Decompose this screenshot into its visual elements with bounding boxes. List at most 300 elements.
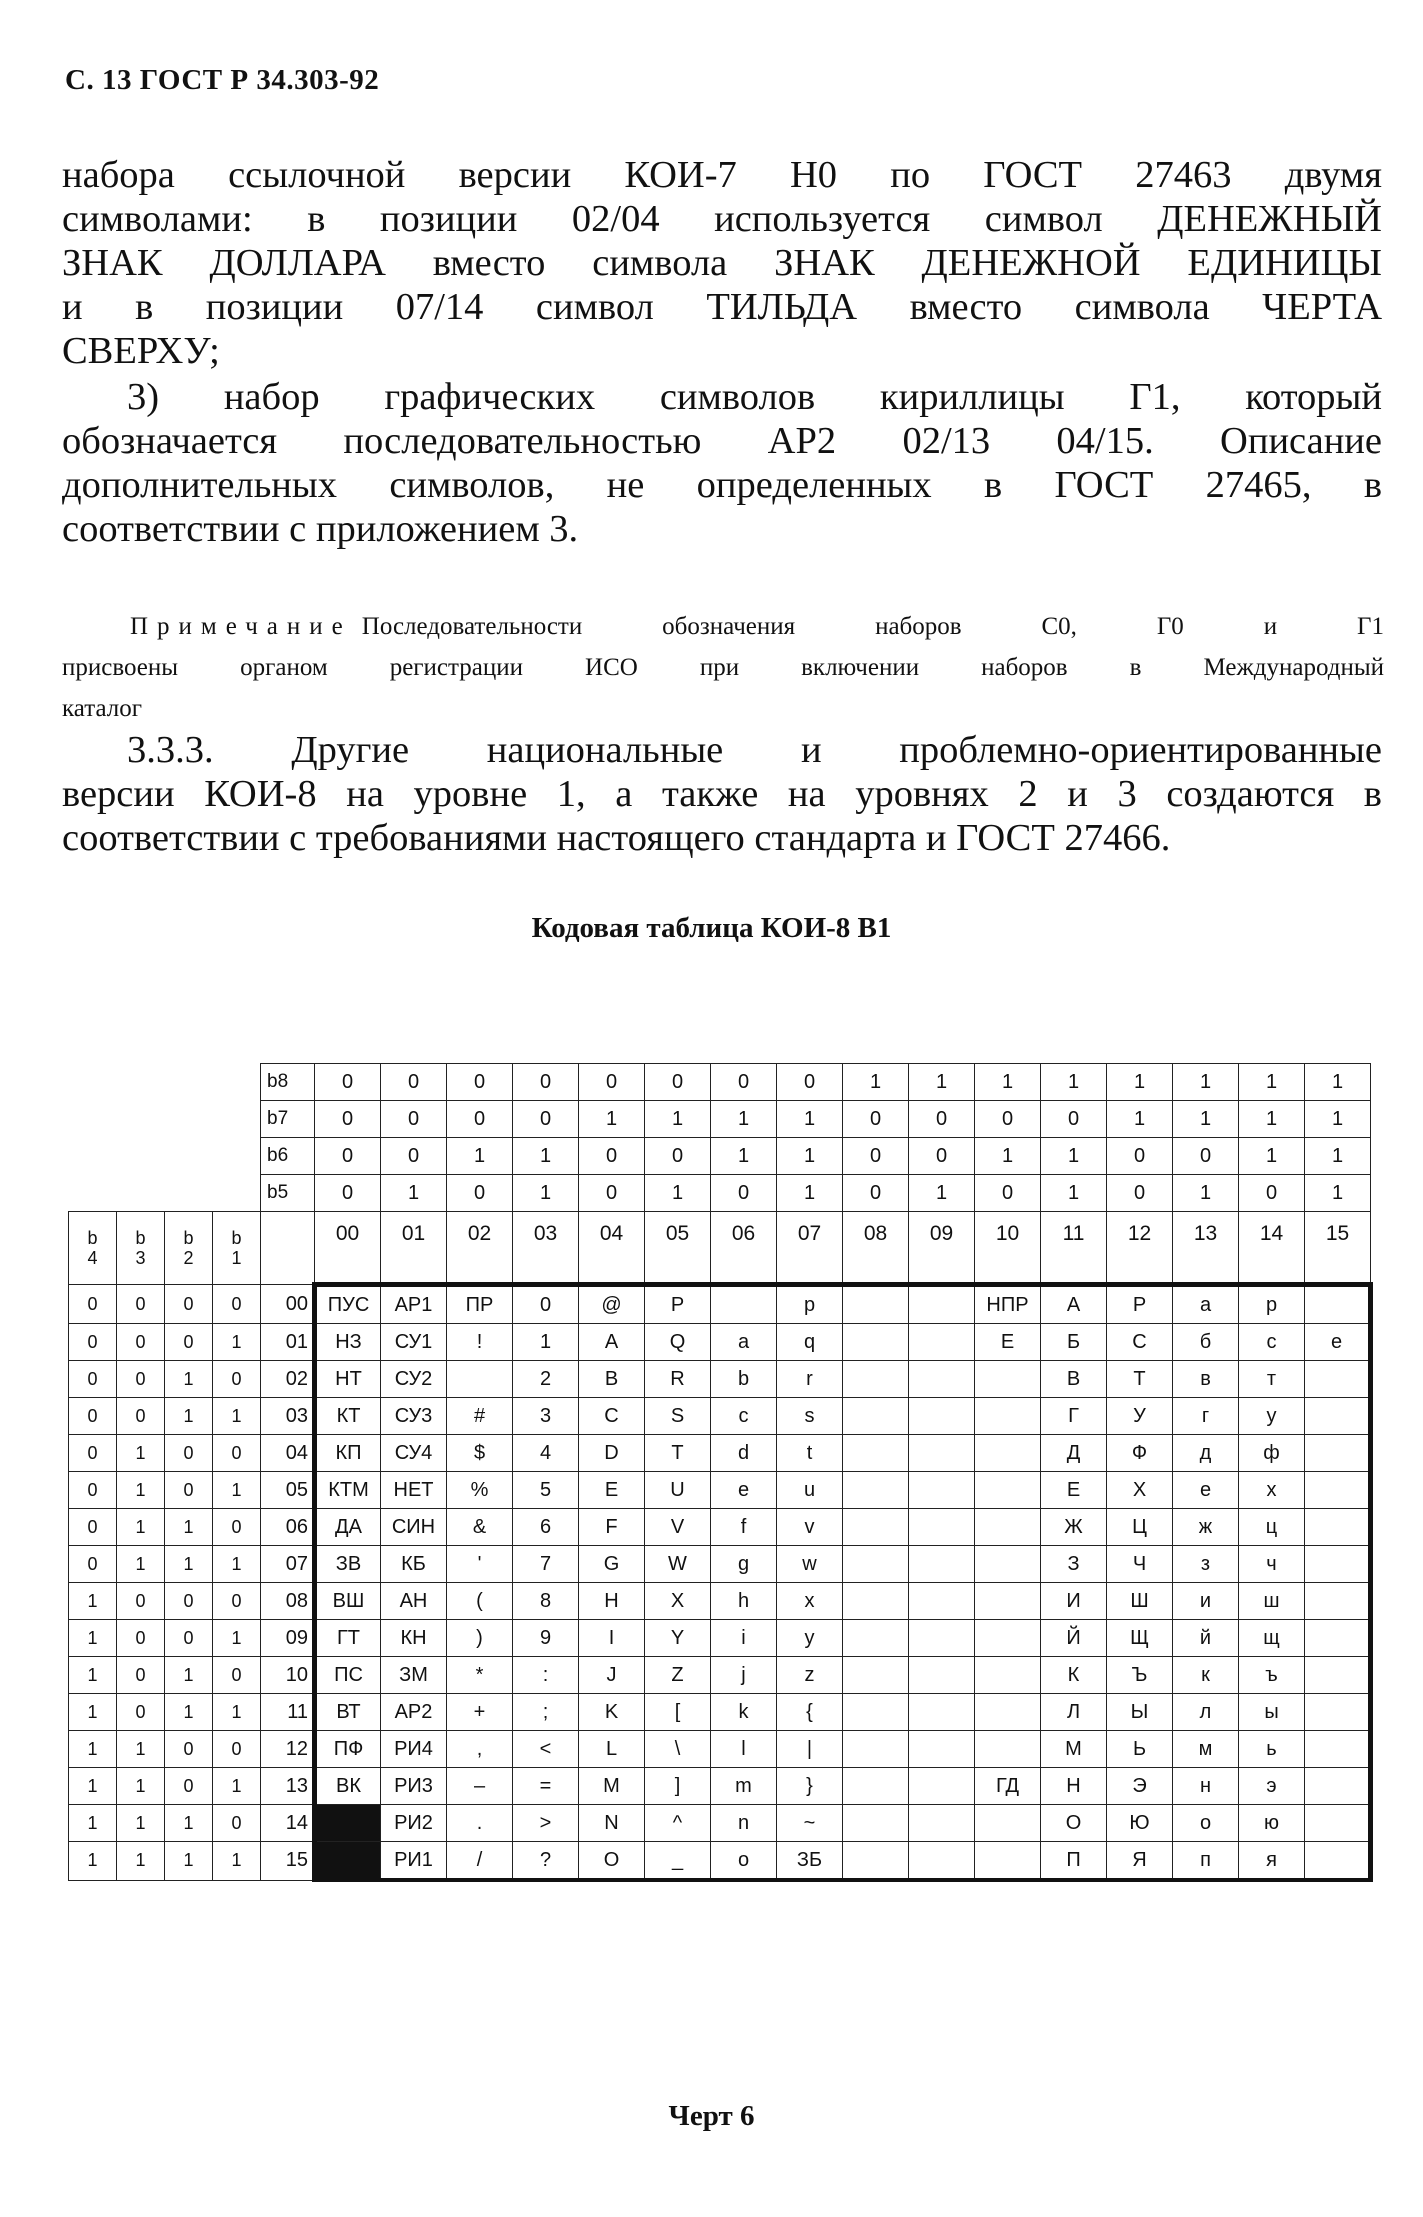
code-cell: o [711,1842,777,1881]
code-cell: Б [1041,1324,1107,1361]
code-cell: ГД [975,1768,1041,1805]
paragraph-1 [62,153,1382,373]
code-cell: R [645,1361,711,1398]
code-cell: Я [1107,1842,1173,1881]
code-cell: O [579,1842,645,1881]
code-cell: Ю [1107,1805,1173,1842]
bit-value: 0 [909,1138,975,1175]
row-bit: 1 [213,1620,261,1657]
row-bit: 1 [165,1657,213,1694]
row-bit: 0 [165,1324,213,1361]
code-cell: h [711,1583,777,1620]
code-cell: y [777,1620,843,1657]
table-row [69,1694,1371,1731]
table-row [69,1324,1371,1361]
bit-value: 1 [711,1101,777,1138]
table-row [69,1285,1371,1324]
code-cell: L [579,1731,645,1768]
bit-value: 1 [1239,1101,1305,1138]
row-bit: 1 [165,1805,213,1842]
code-cell: V [645,1509,711,1546]
code-cell: B [579,1361,645,1398]
code-cell: W [645,1546,711,1583]
row-bit: 1 [213,1324,261,1361]
bit-value: 0 [315,1138,381,1175]
row-bit: 0 [69,1324,117,1361]
code-cell: ъ [1239,1657,1305,1694]
code-cell: E [579,1472,645,1509]
note [62,606,1384,729]
row-bit: 1 [69,1657,117,1694]
column-number: 14 [1239,1212,1305,1285]
note-line: присвоены органом регистрации ИСО при включении наборов в Международный [62,654,1384,681]
code-cell: b [711,1361,777,1398]
code-cell [843,1694,909,1731]
bit-value: 0 [843,1175,909,1212]
bit-value: 0 [513,1101,579,1138]
code-cell: н [1173,1768,1239,1805]
bit-value: 1 [777,1101,843,1138]
code-cell: r [777,1361,843,1398]
code-cell: ПФ [315,1731,381,1768]
code-cell [909,1285,975,1324]
code-cell: СУ1 [381,1324,447,1361]
row-number: 03 [261,1398,315,1435]
code-cell: т [1239,1361,1305,1398]
code-cell: НПР [975,1285,1041,1324]
text-line: 3.3.3. Другие национальные и проблемно-ориентированные [127,729,1382,771]
code-cell: д [1173,1435,1239,1472]
blank-cell [69,1101,261,1138]
row-bit: 1 [117,1731,165,1768]
row-bit: 1 [213,1768,261,1805]
code-cell: < [513,1731,579,1768]
code-table [68,1063,1373,1882]
code-cell [909,1324,975,1361]
row-bit: 0 [165,1583,213,1620]
code-cell [1305,1768,1371,1805]
row-bit: 0 [69,1472,117,1509]
table-caption: Кодовая таблица КОИ-8 В1 [531,912,892,944]
code-cell [909,1657,975,1694]
code-cell [315,1842,381,1881]
code-cell: СУ4 [381,1435,447,1472]
code-cell [909,1620,975,1657]
code-cell: Ъ [1107,1657,1173,1694]
code-cell [843,1546,909,1583]
text-line: соответствии с приложением 3. [62,508,579,550]
code-cell [447,1361,513,1398]
code-cell: Q [645,1324,711,1361]
code-cell: к [1173,1657,1239,1694]
code-cell [975,1435,1041,1472]
bit-value: 1 [909,1064,975,1101]
code-cell: щ [1239,1620,1305,1657]
code-cell [843,1583,909,1620]
bit-value: 0 [975,1101,1041,1138]
row-bit: 1 [69,1731,117,1768]
code-cell: й [1173,1620,1239,1657]
code-cell: K [579,1694,645,1731]
code-cell: А [1041,1285,1107,1324]
code-cell: о [1173,1805,1239,1842]
column-number: 07 [777,1212,843,1285]
code-cell: ш [1239,1583,1305,1620]
bit-value: 0 [513,1064,579,1101]
bit-value: 0 [447,1064,513,1101]
code-cell: [ [645,1694,711,1731]
code-cell: \ [645,1731,711,1768]
bit-value: 1 [1173,1101,1239,1138]
code-cell: СУ3 [381,1398,447,1435]
code-cell: p [777,1285,843,1324]
column-number: 01 [381,1212,447,1285]
row-bit: 0 [117,1324,165,1361]
row-number: 08 [261,1583,315,1620]
code-cell [975,1509,1041,1546]
code-cell: у [1239,1398,1305,1435]
blank-cell [69,1175,261,1212]
row-bit: 1 [165,1842,213,1881]
column-number: 10 [975,1212,1041,1285]
code-cell: P [645,1285,711,1324]
bit-value: 0 [1173,1138,1239,1175]
code-cell [843,1472,909,1509]
row-bit: 1 [69,1768,117,1805]
code-cell [1305,1805,1371,1842]
row-bit: 0 [165,1620,213,1657]
code-cell: КБ [381,1546,447,1583]
code-cell: З [1041,1546,1107,1583]
bit-value: 1 [381,1175,447,1212]
code-cell: ц [1239,1509,1305,1546]
code-cell: 0 [513,1285,579,1324]
code-cell: Х [1107,1472,1173,1509]
row-bit: 0 [213,1583,261,1620]
bit-value: 0 [909,1101,975,1138]
code-cell: ) [447,1620,513,1657]
note-line [62,606,1384,647]
table-row [69,1398,1371,1435]
code-cell: л [1173,1694,1239,1731]
code-cell: – [447,1768,513,1805]
code-cell: C [579,1398,645,1435]
row-bit: 1 [213,1398,261,1435]
code-cell: г [1173,1398,1239,1435]
row-bit: 0 [69,1435,117,1472]
row-number: 11 [261,1694,315,1731]
code-cell: с [1239,1324,1305,1361]
code-cell [843,1509,909,1546]
code-cell: ы [1239,1694,1305,1731]
blank-cell [69,1138,261,1175]
bit-value: 0 [1239,1175,1305,1212]
code-cell: ж [1173,1509,1239,1546]
code-cell: ЗВ [315,1546,381,1583]
table-row [69,1583,1371,1620]
row-bit-index: 1 [231,1248,242,1268]
code-cell: ' [447,1546,513,1583]
bit-value: 0 [447,1175,513,1212]
header-corner [261,1212,315,1285]
code-cell: а [1173,1285,1239,1324]
bit-value: 0 [315,1175,381,1212]
code-cell: d [711,1435,777,1472]
code-cell: Р [1107,1285,1173,1324]
code-cell: 4 [513,1435,579,1472]
page-header: С. 13 ГОСТ Р 34.303-92 [65,64,380,96]
bit-value: 1 [645,1175,711,1212]
code-cell [843,1435,909,1472]
code-cell [909,1583,975,1620]
row-bit: 0 [165,1472,213,1509]
code-cell: Н [1041,1768,1107,1805]
code-cell: s [777,1398,843,1435]
code-cell: ^ [645,1805,711,1842]
bit-value: 0 [315,1064,381,1101]
row-number: 00 [261,1285,315,1324]
row-bit-letter: b [135,1228,146,1248]
code-cell: ~ [777,1805,843,1842]
row-bit: 1 [213,1694,261,1731]
code-cell [975,1805,1041,1842]
code-cell: 3 [513,1398,579,1435]
code-cell [975,1620,1041,1657]
code-cell: G [579,1546,645,1583]
code-cell: ЗМ [381,1657,447,1694]
code-cell: НТ [315,1361,381,1398]
code-cell: Е [1041,1472,1107,1509]
row-bit: 0 [117,1620,165,1657]
column-number: 12 [1107,1212,1173,1285]
code-cell [1305,1583,1371,1620]
text-line: и в позиции 07/14 символ ТИЛЬДА вместо символа ЧЕРТА [62,286,1382,328]
row-bit: 1 [69,1583,117,1620]
row-bit: 0 [213,1361,261,1398]
note-label: Примечание [130,613,352,640]
row-bit: 1 [213,1842,261,1881]
bit-value: 0 [843,1138,909,1175]
bit-value: 0 [645,1064,711,1101]
row-bit: 1 [213,1472,261,1509]
code-cell: F [579,1509,645,1546]
table-row [69,1768,1371,1805]
code-cell: СУ2 [381,1361,447,1398]
code-cell: % [447,1472,513,1509]
row-number: 01 [261,1324,315,1361]
bit-value: 1 [1239,1138,1305,1175]
code-cell [843,1805,909,1842]
bit-value: 1 [777,1175,843,1212]
bit-value: 1 [975,1138,1041,1175]
bit-value: 1 [1305,1064,1371,1101]
code-cell: АН [381,1583,447,1620]
code-cell: ; [513,1694,579,1731]
code-cell: u [777,1472,843,1509]
column-number: 02 [447,1212,513,1285]
code-cell: . [447,1805,513,1842]
code-cell [843,1324,909,1361]
code-cell [1305,1361,1371,1398]
row-bit: 1 [165,1509,213,1546]
row-bit: 1 [69,1694,117,1731]
table-row [69,1731,1371,1768]
row-bit: 1 [165,1694,213,1731]
bit-value: 0 [1107,1138,1173,1175]
code-cell: $ [447,1435,513,1472]
note-line: каталог [62,695,142,722]
text-line: набора ссылочной версии КОИ-7 Н0 по ГОСТ 27463 двумя [62,154,1382,196]
code-cell: КТ [315,1398,381,1435]
column-number: 03 [513,1212,579,1285]
text-line: символами: в позиции 02/04 используется символ ДЕНЕЖНЫЙ [62,198,1382,240]
code-cell [975,1472,1041,1509]
table-row [69,1546,1371,1583]
code-cell: АР2 [381,1694,447,1731]
code-cell: M [579,1768,645,1805]
code-cell [909,1842,975,1881]
bit-value: 0 [843,1101,909,1138]
code-cell: РИ1 [381,1842,447,1881]
row-bit: 0 [117,1694,165,1731]
row-number: 05 [261,1472,315,1509]
code-cell: е [1173,1472,1239,1509]
bit-value: 0 [381,1101,447,1138]
code-cell [975,1694,1041,1731]
bit-value: 1 [711,1138,777,1175]
code-cell: j [711,1657,777,1694]
row-number: 07 [261,1546,315,1583]
code-cell [843,1398,909,1435]
row-bit: 0 [165,1285,213,1324]
code-cell: в [1173,1361,1239,1398]
code-cell: 2 [513,1361,579,1398]
code-cell: КП [315,1435,381,1472]
code-cell [909,1398,975,1435]
code-cell: } [777,1768,843,1805]
code-cell: = [513,1768,579,1805]
code-cell: Г [1041,1398,1107,1435]
code-cell: Ш [1107,1583,1173,1620]
code-cell: ю [1239,1805,1305,1842]
code-cell [1305,1620,1371,1657]
row-bit: 0 [165,1731,213,1768]
code-cell: М [1041,1731,1107,1768]
code-cell [1305,1398,1371,1435]
row-bit: 0 [69,1546,117,1583]
code-cell: l [711,1731,777,1768]
code-cell: S [645,1398,711,1435]
code-cell: v [777,1509,843,1546]
code-cell: { [777,1694,843,1731]
code-cell [843,1657,909,1694]
code-cell: q [777,1324,843,1361]
row-bit-header [69,1212,117,1285]
row-bit: 0 [213,1285,261,1324]
code-cell: Ь [1107,1731,1173,1768]
table-row [69,1509,1371,1546]
code-cell: з [1173,1546,1239,1583]
row-bit: 0 [69,1509,117,1546]
code-cell: D [579,1435,645,1472]
bit-value: 1 [1305,1101,1371,1138]
bit-value: 1 [1173,1064,1239,1101]
row-bit: 1 [165,1546,213,1583]
code-cell [909,1472,975,1509]
code-cell: Т [1107,1361,1173,1398]
row-bit: 1 [213,1546,261,1583]
row-bit: 0 [69,1398,117,1435]
code-cell: + [447,1694,513,1731]
bit-value: 0 [645,1138,711,1175]
code-cell: U [645,1472,711,1509]
row-number: 09 [261,1620,315,1657]
code-cell: ? [513,1842,579,1881]
bit-value: 0 [579,1138,645,1175]
bit-value: 1 [1305,1175,1371,1212]
code-cell: A [579,1324,645,1361]
row-bit-header [213,1212,261,1285]
code-cell: t [777,1435,843,1472]
code-cell: 6 [513,1509,579,1546]
code-cell [1305,1285,1371,1324]
bit-value: 0 [711,1175,777,1212]
code-cell: ГТ [315,1620,381,1657]
code-cell: Ф [1107,1435,1173,1472]
code-cell [1305,1546,1371,1583]
row-bit: 1 [117,1509,165,1546]
row-bit: 1 [117,1842,165,1881]
row-bit-index: 3 [135,1248,146,1268]
code-cell: Л [1041,1694,1107,1731]
row-bit: 0 [213,1805,261,1842]
code-cell: ВТ [315,1694,381,1731]
code-cell: В [1041,1361,1107,1398]
code-cell: m [711,1768,777,1805]
code-cell: X [645,1583,711,1620]
row-bit-index: 4 [87,1248,98,1268]
code-cell: 5 [513,1472,579,1509]
table-row [69,1620,1371,1657]
code-cell: Ж [1041,1509,1107,1546]
bit-value: 1 [1305,1138,1371,1175]
row-bit: 1 [69,1620,117,1657]
code-cell: Щ [1107,1620,1173,1657]
code-cell: О [1041,1805,1107,1842]
code-cell [1305,1509,1371,1546]
code-cell: НЕТ [381,1472,447,1509]
code-cell [711,1285,777,1324]
column-number: 15 [1305,1212,1371,1285]
text-line: ЗНАК ДОЛЛАРА вместо символа ЗНАК ДЕНЕЖНОЙ ЕДИНИЦЫ [62,242,1382,284]
column-number: 11 [1041,1212,1107,1285]
table-row [69,1842,1371,1881]
code-cell: T [645,1435,711,1472]
code-cell: Y [645,1620,711,1657]
row-bit-letter: b [183,1228,194,1248]
code-cell [843,1285,909,1324]
row-bit-header [165,1212,213,1285]
bit-value: 1 [777,1138,843,1175]
code-cell: б [1173,1324,1239,1361]
bit-value: 1 [1107,1064,1173,1101]
row-bit: 1 [117,1768,165,1805]
code-cell [975,1361,1041,1398]
code-cell: ПС [315,1657,381,1694]
bit-value: 0 [777,1064,843,1101]
row-bit: 1 [69,1805,117,1842]
bit-label: b8 [261,1064,315,1101]
